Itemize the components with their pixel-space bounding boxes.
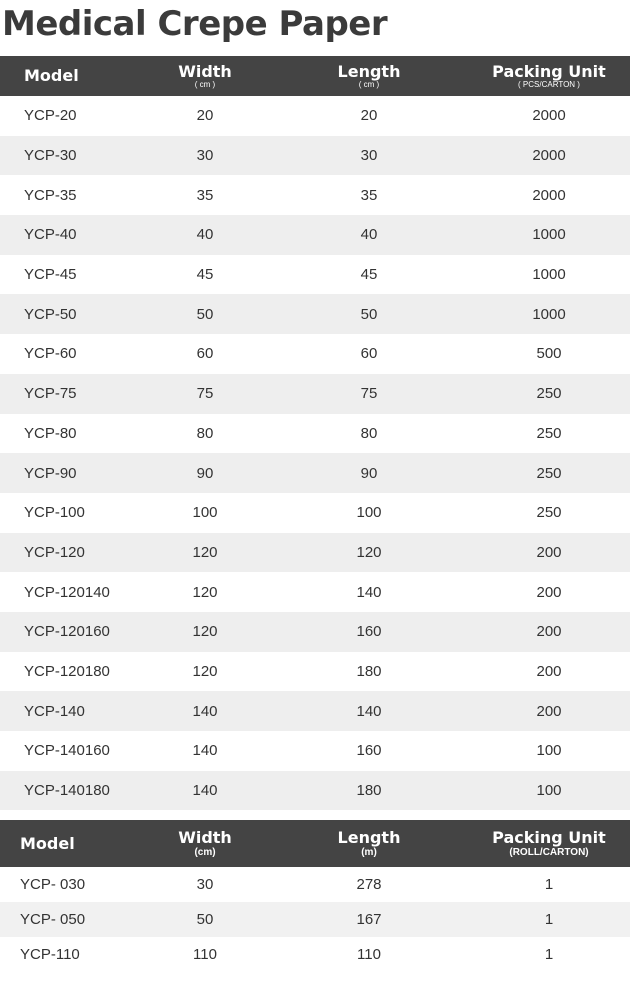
cell-packing: 250 — [536, 504, 562, 522]
cell-model: YCP-30 — [24, 147, 77, 165]
cell-model: YCP-20 — [24, 107, 77, 125]
cell-length: 20 — [360, 107, 378, 125]
table-row — [0, 771, 630, 811]
cell-width: 120 — [192, 623, 218, 641]
cell-width: 140 — [192, 702, 218, 720]
cell-length: 35 — [360, 186, 378, 204]
table-row — [0, 691, 630, 731]
cell-packing: 250 — [536, 385, 562, 403]
table-body — [0, 96, 630, 810]
table-row — [0, 572, 630, 612]
cell-model: YCP-120180 — [24, 662, 110, 680]
cell-model: YCP-140 — [24, 702, 85, 720]
cell-packing: 100 — [536, 742, 562, 760]
cell-model: YCP-120160 — [24, 623, 110, 641]
cell-packing: 1000 — [532, 305, 566, 323]
cell-packing: 500 — [536, 345, 562, 363]
cell-packing: 1 — [544, 911, 554, 928]
cell-model: YCP-60 — [24, 345, 77, 363]
cell-model: YCP-120 — [24, 543, 85, 561]
header-width — [140, 61, 270, 89]
table-row — [0, 652, 630, 692]
table-row — [0, 533, 630, 573]
cell-packing: 1 — [544, 946, 554, 963]
header-length-unit: (m) — [361, 846, 377, 858]
table-row — [0, 215, 630, 255]
cell-width: 30 — [196, 876, 214, 893]
header-packing-unit: ( PCS/CARTON ) — [518, 79, 580, 89]
cell-model: YCP-50 — [24, 305, 77, 323]
header-width-label: Width — [178, 827, 232, 847]
cell-packing: 200 — [536, 702, 562, 720]
cell-length: 100 — [356, 504, 382, 522]
cell-length: 50 — [360, 305, 378, 323]
cell-packing: 100 — [536, 782, 562, 800]
table-row — [0, 493, 630, 533]
cell-width: 30 — [196, 147, 214, 165]
cell-width: 90 — [196, 464, 214, 482]
cell-model: YCP- 030 — [20, 876, 86, 893]
cell-width: 20 — [196, 107, 214, 125]
table-row — [0, 374, 630, 414]
cell-width: 75 — [196, 385, 214, 403]
cell-length: 30 — [360, 147, 378, 165]
cell-packing: 2000 — [532, 107, 566, 125]
cell-model: YCP-75 — [24, 385, 77, 403]
table-row — [0, 867, 630, 902]
crepe-paper-roll-table — [0, 820, 630, 972]
table-row — [0, 902, 630, 937]
cell-model: YCP- 050 — [20, 911, 86, 928]
cell-width: 35 — [196, 186, 214, 204]
cell-packing: 250 — [536, 424, 562, 442]
cell-length: 75 — [360, 385, 378, 403]
cell-model: YCP-110 — [20, 946, 80, 963]
cell-model: YCP-90 — [24, 464, 77, 482]
cell-packing: 1000 — [532, 226, 566, 244]
header-length-unit: ( cm ) — [358, 79, 380, 89]
cell-packing: 250 — [536, 464, 562, 482]
header-packing-label: Packing Unit — [492, 827, 606, 847]
cell-length: 120 — [356, 543, 382, 561]
header-packing-label: Packing Unit — [492, 61, 606, 81]
cell-packing: 2000 — [532, 147, 566, 165]
cell-width: 40 — [196, 226, 214, 244]
header-width — [140, 827, 270, 858]
cell-length: 167 — [356, 911, 382, 928]
cell-length: 180 — [356, 782, 382, 800]
cell-width: 60 — [196, 345, 214, 363]
cell-model: YCP-45 — [24, 266, 77, 284]
cell-packing: 2000 — [532, 186, 566, 204]
header-length — [270, 827, 468, 858]
cell-width: 100 — [192, 504, 218, 522]
header-packing — [468, 61, 630, 89]
table-row — [0, 937, 630, 972]
table-row — [0, 136, 630, 176]
cell-width: 80 — [196, 424, 214, 442]
cell-model: YCP-80 — [24, 424, 77, 442]
header-model-label: Model — [20, 833, 75, 853]
table-row — [0, 612, 630, 652]
cell-model: YCP-40 — [24, 226, 77, 244]
table-row — [0, 453, 630, 493]
cell-length: 40 — [360, 226, 378, 244]
table-row — [0, 175, 630, 215]
header-width-unit: (cm) — [194, 846, 216, 858]
table-body — [0, 867, 630, 972]
crepe-paper-table — [0, 56, 630, 810]
cell-packing: 200 — [536, 543, 562, 561]
cell-width: 140 — [192, 782, 218, 800]
header-width-unit: ( cm ) — [194, 79, 216, 89]
cell-packing: 1 — [544, 876, 554, 893]
header-length — [270, 61, 468, 89]
header-model — [0, 833, 140, 853]
cell-length: 60 — [360, 345, 378, 363]
cell-length: 45 — [360, 266, 378, 284]
cell-model: YCP-140180 — [24, 782, 110, 800]
cell-packing: 200 — [536, 662, 562, 680]
cell-length: 110 — [357, 946, 381, 963]
table-header — [0, 56, 630, 96]
cell-width: 50 — [196, 911, 214, 928]
cell-packing: 200 — [536, 583, 562, 601]
cell-model: YCP-100 — [24, 504, 85, 522]
table-row — [0, 731, 630, 771]
table-row — [0, 96, 630, 136]
cell-length: 180 — [356, 662, 382, 680]
cell-width: 120 — [192, 583, 218, 601]
cell-model: YCP-35 — [24, 186, 77, 204]
cell-model: YCP-140160 — [24, 742, 110, 760]
cell-width: 120 — [192, 662, 218, 680]
header-width-label: Width — [178, 61, 232, 81]
header-model-label: Model — [24, 66, 79, 85]
cell-packing: 200 — [536, 623, 562, 641]
cell-width: 140 — [192, 742, 218, 760]
header-length-label: Length — [337, 827, 401, 847]
cell-length: 160 — [356, 742, 382, 760]
header-length-label: Length — [337, 61, 401, 81]
cell-length: 140 — [356, 583, 382, 601]
cell-length: 160 — [356, 623, 382, 641]
table-row — [0, 255, 630, 295]
table-row — [0, 334, 630, 374]
cell-width: 45 — [196, 266, 214, 284]
cell-width: 110 — [193, 946, 217, 963]
table-header — [0, 820, 630, 867]
cell-length: 140 — [356, 702, 382, 720]
header-model — [0, 68, 140, 84]
cell-packing: 1000 — [532, 266, 566, 284]
cell-length: 80 — [360, 424, 378, 442]
cell-model: YCP-120140 — [24, 583, 110, 601]
header-packing-unit: (ROLL/CARTON) — [509, 846, 589, 858]
table-row — [0, 414, 630, 454]
cell-width: 50 — [196, 305, 214, 323]
header-packing — [468, 827, 630, 858]
cell-length: 90 — [360, 464, 378, 482]
cell-width: 120 — [192, 543, 218, 561]
cell-length: 278 — [356, 876, 382, 893]
table-row — [0, 294, 630, 334]
page-title: Medical Crepe Paper — [2, 4, 388, 44]
